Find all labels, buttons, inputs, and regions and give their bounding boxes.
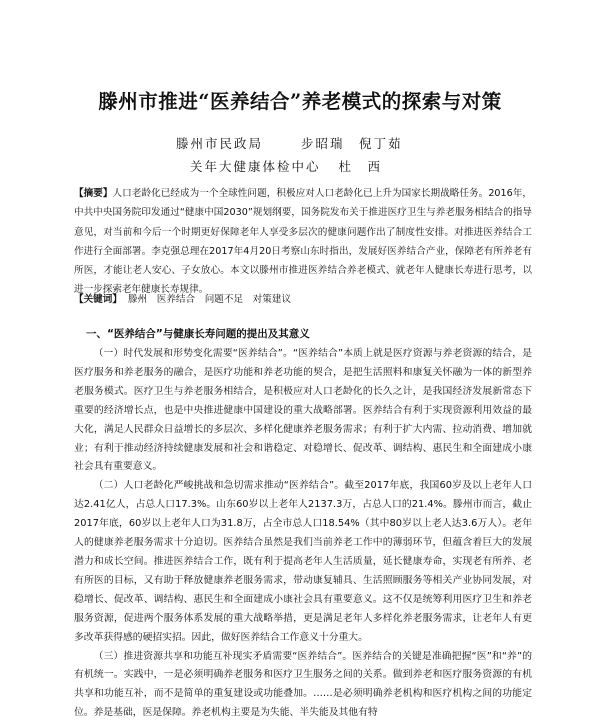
paragraph: （二）人口老龄化严峻挑战和急切需求推动“医养结合”。截至2017年底，我国60岁及以上老年人口达2.41亿人，占总人口17.3%。山东60岁以上老年人2137.3万，占总人口的21.4%。滕州市而言，截止2017年底，60岁以上老年人口为31.8万，占全市总人口18.54%（其中80岁以上老人达3.6万人）。老年人的健康养老服务需求十分迫切。医养结合虽然是我们当前养老工作中的薄弱环节，但蕴含着巨大的发展潜力和成长空间。推进医养结合工作，既有利于提高老年人生活质量，延长健康寿命，实现老有所养、老有所医的目标，又有助于释放健康养老服务需求，带动康复辅具、生活照顾服务等相关产业协同发展，对稳增长、促改革、调结构、惠民生和全面建成小康社会具有重要意义。这不仅是统筹利用医疗卫生和养老服务资源，促进两个服务体系发展的重大战略举措，更是满足老年人多样化养老服务需求，让老年人有更多改革获得感的硬招实招。因此，做好医养结合工作意义十分重大。 xyxy=(74,477,532,647)
author-org: 滕州市民政局 xyxy=(176,136,263,151)
keywords-text: 滕州 医养结合 问题不足 对策建议 xyxy=(128,294,291,305)
section-body xyxy=(74,345,532,723)
paragraph: （一）时代发展和形势变化需要“医养结合”。“医养结合”本质上就是医疗资源与养老资源的结合，是医疗服务和养老服务的融合，是医疗功能和养老功能的契合，是把生活照料和康复关怀融为一体的新型养老服务模式。医疗卫生与养老服务相结合，是积极应对人口老龄化的长久之计，是我国经济发展新常态下重要的经济增长点，也是中央推进健康中国建设的重大战略部署。医养结合有利于实现资源利用效益的最大化，满足人民群众日益增长的多层次、多样化健康养老服务需求；有利于扩大内需、拉动消费、增加就业；有利于推动经济持续健康发展和社会和谐稳定、对稳增长、促改革、调结构、惠民生和全面建成小康社会具有重要意义。 xyxy=(74,345,532,477)
author-line-1 xyxy=(176,134,403,152)
abstract-text: 人口老龄化已经成为一个全球性问题，积极应对人口老龄化已上升为国家长期战略任务。2016年，中共中央国务院印发通过“健康中国2030”规划纲要，国务院发布关于推进医疗卫生与养老服务相结合的指导意见，对当前和今后一个时期更好保障老年人享受多层次的健康问题作出了制度性安排。对推进医养结合工作进行全面部署。李克强总理在2017年4月20日考察山东时指出，发展好医养结合产业，保障老有所养老有所医，才能让老人安心、子女放心。本文以滕州市推进医养结合养老模式、就老年人健康长寿进行思考，以进一步探索老年健康长寿规律。 xyxy=(74,188,532,295)
abstract xyxy=(74,184,532,300)
author-org: 关年大健康体检中心 xyxy=(190,159,321,174)
article-title: 滕州市推进“医养结合”养老模式的探索与对策 xyxy=(0,86,600,114)
keywords-label: 【关键词】 xyxy=(74,294,122,305)
paragraph: （三）推进资源共享和功能互补现实矛盾需要“医养结合”。医养结合的关键是准确把握“医”和“养”的有机统一。实践中，一是必须明确养老服务和医疗卫生服务之间的关系。做到养老和医疗服务资源的有机共享和功能互补，而不是简单的重复建设或功能叠加。……是必须明确养老机构和医疗机构之间的功能定位。养是基础，医是保障。养老机构主要是为失能、半失能及其他有特 xyxy=(74,648,532,723)
section-heading: 一、“医养结合”与健康长寿问题的提出及其意义 xyxy=(86,326,310,341)
author-line-2 xyxy=(190,157,382,175)
author-names: 步昭瑞 倪丁茹 xyxy=(301,136,403,151)
author-names: 杜 西 xyxy=(339,159,383,174)
abstract-label: 【摘要】 xyxy=(74,188,113,199)
keywords xyxy=(74,291,291,305)
